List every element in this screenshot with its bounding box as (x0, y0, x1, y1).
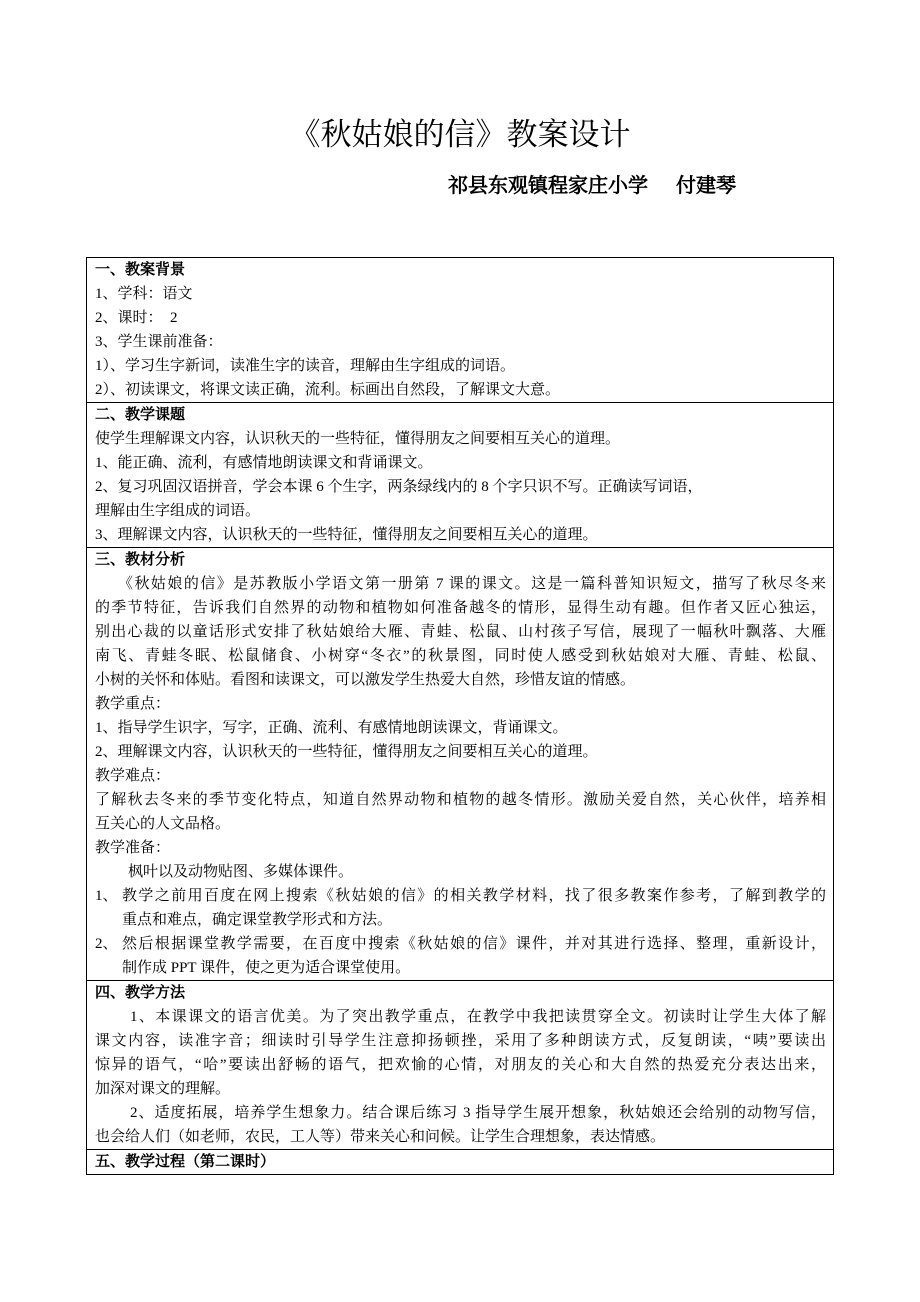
lesson-plan-table (86, 257, 834, 1175)
background-line: 1）、学习生字新词，读准生字的读音，理解由生字组成的词语。 (95, 358, 516, 374)
topic-line: 1、能正确、流利，有感情地朗读课文和背诵课文。 (95, 455, 433, 471)
section-process (87, 1149, 833, 1174)
section-method (87, 980, 833, 1149)
step-line: 制作成 PPT 课件，使之更为适合课堂使用。 (122, 960, 411, 976)
background-line: 2）、初读课文，将课文读正确，流利。标画出自然段，了解课文大意。 (95, 382, 561, 398)
step-line: 教学之前用百度在网上搜索《秋姑娘的信》的相关教学材料，找了很多教案作参考，了解到教学的 (122, 888, 826, 904)
step-number: 1、 (95, 888, 118, 904)
method-line: 课文内容，读准字音；细读时引导学生注意抑扬顿挫，采用了多种朗读方式，反复朗读，“咦”要读出 (95, 1033, 826, 1049)
method-line: 1、本课课文的语言优美。为了突出教学重点，在教学中我把读贯穿全文。初读时让学生大体了解 (130, 1009, 826, 1025)
document-title: 《秋姑娘的信》教案设计 (289, 117, 631, 152)
topic-line: 理解由生字组成的词语。 (95, 503, 261, 519)
analysis-intro-line: 《秋姑娘的信》是苏教版小学语文第一册第 7 课的课文。这是一篇科普知识短文，描写了秋尽冬来 (118, 576, 826, 592)
preparation-line: 枫叶以及动物贴图、多媒体课件。 (128, 864, 354, 880)
analysis-intro-line: 小树的关怀和体贴。看图和读课文，可以激发学生热爱大自然，珍惜友谊的情感。 (95, 672, 636, 688)
background-line: 2、课时： 2 (95, 310, 178, 326)
author-name: 付建琴 (676, 175, 736, 197)
method-line: 惊异的语气，“哈”要读出舒畅的语气，把欢愉的心情，对朋友的关心和大自然的热爱充分表达出来， (95, 1057, 826, 1073)
preparation-label: 教学准备： (95, 840, 171, 856)
step-line: 然后根据课堂教学需要，在百度中搜索《秋姑娘的信》课件，并对其进行选择、整理，重新设计， (122, 936, 826, 952)
section-heading: 五、教学过程（第二课时） (95, 1154, 276, 1170)
preparation-step (95, 884, 826, 908)
section-heading: 二、教学课题 (95, 407, 186, 423)
topic-line: 2、复习巩固汉语拼音，学会本课 6 个生字，两条绿线内的 8 个字只识不写。正确读写词语， (95, 479, 703, 495)
school-name: 祁县东观镇程家庄小学 (448, 175, 648, 197)
method-line: 2、适度拓展，培养学生想象力。结合课后练习 3 指导学生展开想象，秋姑娘还会给别的动物写信， (130, 1105, 826, 1121)
section-heading: 三、教材分析 (95, 552, 186, 568)
background-line: 1、学科：语文 (95, 286, 193, 302)
key-point-line: 2、理解课文内容，认识秋天的一些特征，懂得朋友之间要相互关心的道理。 (95, 744, 598, 760)
section-analysis (87, 547, 833, 980)
method-line: 也会给人们（如老师，农民，工人等）带来关心和问候。让学生合理想象，表达情感。 (95, 1129, 666, 1145)
method-line: 加深对课文的理解。 (95, 1081, 231, 1097)
key-point-line: 1、指导学生识字，写字，正确、流利、有感情地朗读课文，背诵课文。 (95, 720, 568, 736)
analysis-intro-line: 南飞、青蛙冬眠、松鼠储食、小树穿“冬衣”的秋景图，同时使人感受到秋姑娘对大雁、青蛙、松鼠、 (95, 648, 826, 664)
section-topic (87, 402, 833, 547)
step-number: 2、 (95, 936, 118, 952)
key-points-label: 教学重点： (95, 696, 171, 712)
section-heading: 一、教案背景 (95, 262, 186, 278)
analysis-intro-line: 别出心裁的以童话形式安排了秋姑娘给大雁、青蛙、松鼠、山村孩子写信，展现了一幅秋叶飘落、大雁 (95, 624, 826, 640)
background-line: 3、学生课前准备： (95, 334, 223, 350)
analysis-intro-line: 的季节特征，告诉我们自然界的动物和植物如何准备越冬的情形，显得生动有趣。但作者又匠心独运， (95, 600, 826, 616)
preparation-step (95, 932, 826, 956)
difficulty-line: 了解秋去冬来的季节变化特点，知道自然界动物和植物的越冬情形。激励关爱自然，关心伙伴，培养相 (95, 792, 826, 808)
section-heading: 四、教学方法 (95, 985, 186, 1001)
step-line: 重点和难点，确定课堂教学形式和方法。 (122, 912, 393, 928)
topic-line: 使学生理解课文内容，认识秋天的一些特征，懂得朋友之间要相互关心的道理。 (95, 431, 621, 447)
section-background (87, 258, 833, 402)
byline (448, 172, 736, 200)
difficulty-line: 互关心的人文品格。 (95, 816, 231, 832)
difficulties-label: 教学难点： (95, 768, 171, 784)
topic-line: 3、理解课文内容，认识秋天的一些特征，懂得朋友之间要相互关心的道理。 (95, 527, 598, 543)
